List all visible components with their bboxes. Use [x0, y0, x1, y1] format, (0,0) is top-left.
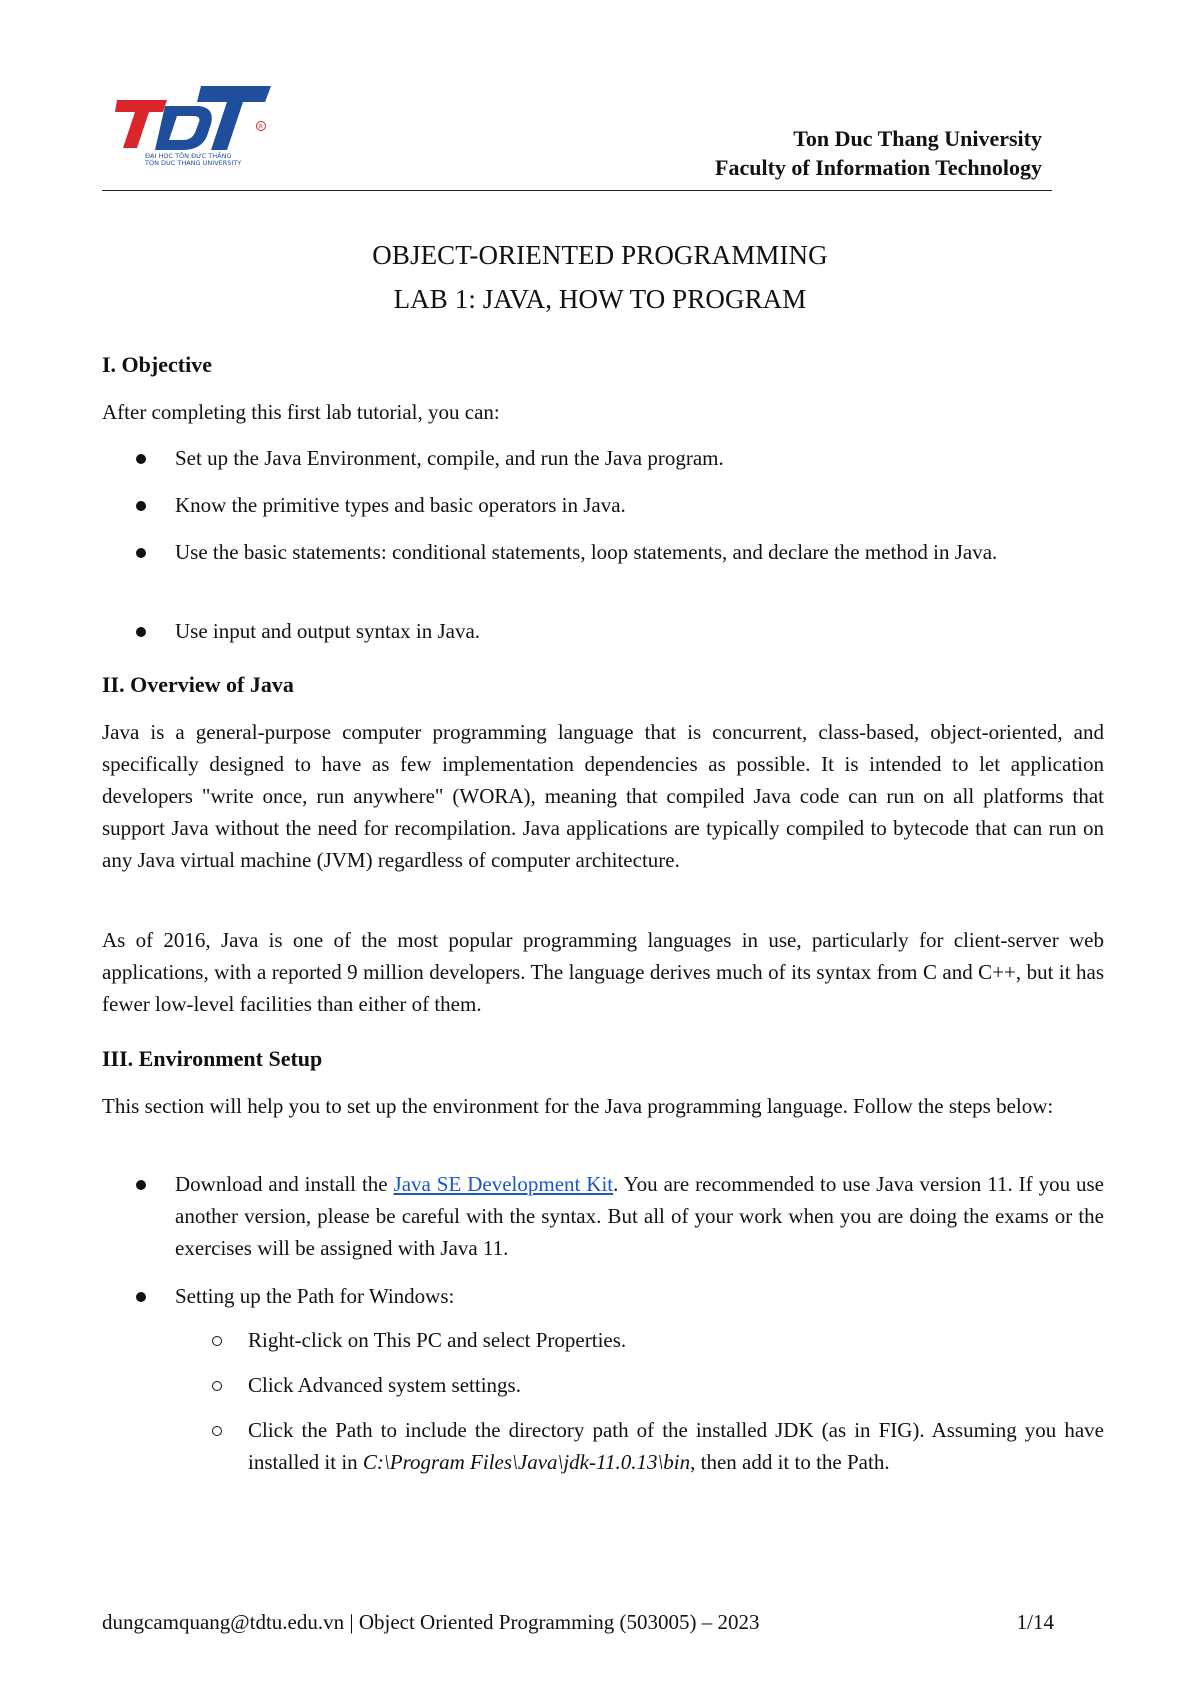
sub-bullet-icon [212, 1381, 222, 1391]
sub-list-item-path [248, 1414, 1104, 1478]
lab-title: LAB 1: JAVA, HOW TO PROGRAM [393, 284, 807, 314]
tdt-logo-icon [115, 78, 275, 168]
bullet-icon [136, 627, 146, 637]
list-item: Use the basic statements: conditional statements, loop statements, and declare the method in Java. [175, 540, 998, 564]
university-logo [115, 78, 275, 168]
list-item: Set up the Java Environment, compile, and run the Java program. [175, 446, 724, 470]
bullet-icon [136, 548, 146, 558]
institution-block [715, 124, 1042, 182]
faculty-name: Faculty of Information Technology [715, 155, 1042, 180]
sub-bullet-icon [212, 1426, 222, 1436]
page-number: 1/14 [1016, 1610, 1054, 1634]
download-text-suffix: . You are recommended to use Java version 11. If you use another version, please be careful with the syntax. But all of your work when you are doing the exams or the exercises will be assigned with Java 11. [175, 1172, 1104, 1260]
header-divider [102, 190, 1052, 191]
bullet-icon [136, 1292, 146, 1302]
download-text-prefix: Download and install the [175, 1172, 394, 1196]
jdk-link[interactable]: Java SE Development Kit [393, 1172, 614, 1196]
jdk-install-path: C:\Program Files\Java\jdk-11.0.13\bin [362, 1450, 691, 1474]
overview-paragraph-1: Java is a general-purpose computer programming language that is concurrent, class-based, object-oriented, and specifically designed to have as few implementation dependencies as possible. It is intended to let application developers "write once, run anywhere" (WORA), meaning that compiled Java code can run on all platforms that support Java without the need for recompilation. Java applications are typically compiled to bytecode that can run on any Java virtual machine (JVM) regardless of computer architecture. [102, 720, 1104, 872]
svg-text:R: R [258, 123, 264, 131]
sub-bullet-icon [212, 1336, 222, 1346]
section-heading-objective: I. Objective [102, 352, 212, 377]
bullet-icon [136, 1180, 146, 1190]
footer-info: dungcamquang@tdtu.edu.vn | Object Oriented Programming (503005) – 2023 [102, 1610, 760, 1634]
bullet-icon [136, 454, 146, 464]
overview-paragraph-2: As of 2016, Java is one of the most popular programming languages in use, particularly for client-server web applications, with a reported 9 million developers. The language derives much of its syntax from C and C++, but it has fewer low-level facilities than either of them. [102, 928, 1104, 1016]
section-heading-setup: III. Environment Setup [102, 1046, 323, 1071]
bullet-icon [136, 501, 146, 511]
section-heading-overview: II. Overview of Java [102, 672, 294, 697]
setup-intro: This section will help you to set up the environment for the Java programming language. Follow the steps below: [102, 1094, 1054, 1118]
path-text-prefix: Click the Path to include the directory path of the installed JDK (as in FIG). Assuming you have installed it in [248, 1418, 1104, 1474]
logo-tagline-2: TON DUC THANG UNIVERSITY [145, 159, 242, 167]
path-text-suffix: , then add it to the Path. [690, 1450, 890, 1474]
logo-tagline-1: ĐẠI HỌC TÔN ĐỨC THẮNG [145, 152, 232, 160]
list-item: Know the primitive types and basic operators in Java. [175, 493, 626, 517]
university-name: Ton Duc Thang University [793, 126, 1042, 151]
sub-list-item: Right-click on This PC and select Properties. [248, 1328, 627, 1352]
list-item: Use input and output syntax in Java. [175, 619, 481, 643]
list-item-download-jdk [175, 1168, 1104, 1264]
objective-intro: After completing this first lab tutorial, you can: [102, 400, 500, 424]
sub-list-item: Click Advanced system settings. [248, 1373, 521, 1397]
list-item-path-setup: Setting up the Path for Windows: [175, 1284, 455, 1308]
course-title: OBJECT-ORIENTED PROGRAMMING [372, 240, 828, 270]
